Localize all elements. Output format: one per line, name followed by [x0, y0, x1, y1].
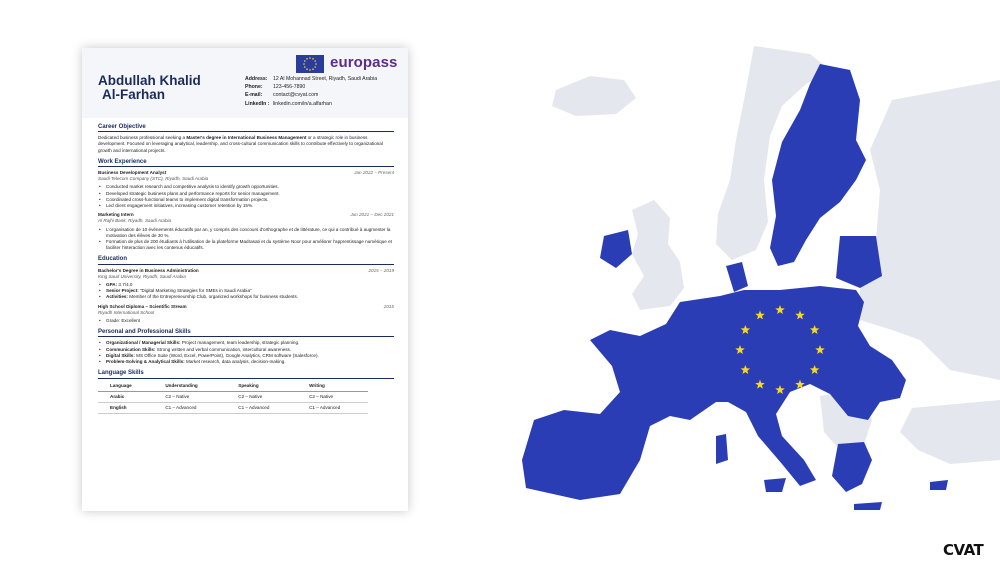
item-value: Member of the Entrepreneurship Club, organized workshops for business students. — [127, 294, 299, 300]
item-key: Senior Project: — [106, 288, 139, 294]
list-item: • L'organisation de 10 événements éducatifs par an, y compris des concours d'orthographe et de littérature, ce qui a contribué à augmenter la motivation des élèves de 30 %. — [98, 227, 394, 239]
denmark-shape — [726, 262, 748, 292]
job-company: Al Rajhi Bank, Riyadh, Saudi Arabia — [98, 218, 172, 224]
table-row — [98, 391, 368, 402]
table-header-row — [98, 382, 368, 392]
list-item — [98, 294, 394, 300]
degree-title: Bachelor's Degree in Business Administration — [98, 267, 199, 273]
contact-label: LinkedIn : — [245, 100, 270, 107]
contact-row — [245, 83, 377, 91]
list-item: • Coordinated cross-functional teams to implement digital transformation projects. — [98, 197, 394, 203]
ireland-shape — [600, 230, 632, 268]
skill-key: Problem-Solving & Analytical Skills: — [106, 359, 185, 365]
turkey-shape — [900, 400, 1000, 464]
job-entry — [98, 170, 394, 209]
list-item: • Developed strategic business plans and performance reports for senior management. — [98, 191, 394, 197]
cyprus-shape — [930, 480, 948, 490]
section-title-skills: Personal and Professional Skills — [98, 329, 394, 337]
eu-flag-icon — [296, 55, 324, 73]
table-cell: C2 – Native — [297, 391, 368, 402]
section-title-education: Education — [98, 256, 394, 264]
education-entry — [98, 304, 394, 325]
section-title-work: Work Experience — [98, 159, 394, 167]
education-entry — [98, 268, 394, 301]
sardinia-shape — [716, 434, 728, 464]
skill-key: Digital Skills: — [106, 352, 135, 358]
job-date: Jun 2021 – Dec 2021 — [350, 212, 394, 218]
objective-text-part: Dedicated business professional seeking a — [98, 135, 187, 141]
item-value: Grade: Excellent — [106, 318, 140, 324]
cv-header — [82, 48, 408, 118]
table-cell: C1 – Advanced — [297, 402, 368, 413]
list-item — [98, 318, 394, 324]
skill-key: Communication Skills: — [106, 346, 156, 352]
job-bullets — [98, 184, 394, 209]
contact-label: E-mail: — [245, 92, 263, 99]
contact-value: linkedin.com/in/a.alfarhan — [273, 100, 332, 107]
skill-value: Strong written and verbal communication, intercultural awareness. — [155, 346, 292, 352]
europass-logo: europass — [330, 54, 398, 71]
objective-text-bold: Master's degree in International Business Management — [186, 135, 307, 141]
eu-map-illustration — [520, 40, 1000, 520]
cvat-logo: CVAT — [943, 541, 984, 559]
list-item: • Conducted market research and competitive analysis to identify growth opportunities. — [98, 184, 394, 190]
skill-value: Project management, team leadership, strategic planning. — [180, 340, 300, 346]
crete-shape — [854, 502, 882, 510]
contact-value: contact@cvyat.com — [273, 92, 319, 99]
item-value: 3.7/4.0 — [117, 282, 133, 288]
degree-date: 2015 — [383, 303, 394, 309]
column-header: Writing — [297, 382, 368, 392]
job-title: Business Development Analyst — [98, 170, 167, 176]
contact-value: 12 Al Mohannad Street, Riyadh, Saudi Arabia — [273, 76, 378, 82]
table-cell: English — [98, 402, 153, 413]
skill-value: MS Office Suite (Word, Excel, PowerPoint), Google Analytics, CRM software (Salesforce). — [134, 352, 319, 358]
education-bullets — [98, 282, 394, 301]
contact-row — [245, 91, 377, 99]
table-cell: C2 – Native — [226, 391, 297, 402]
objective-text — [98, 135, 394, 154]
europass-cv — [82, 48, 408, 511]
uk-shape — [632, 200, 684, 310]
table-cell: C1 – Advanced — [153, 402, 226, 413]
section-title-objective: Career Objective — [98, 124, 394, 132]
school-name: King Saud University, Riyadh, Saudi Arabia — [98, 273, 186, 279]
column-header: Language — [98, 382, 153, 392]
item-key: Activities: — [106, 294, 128, 300]
language-table — [98, 382, 368, 415]
list-item — [98, 359, 394, 365]
name-line-1: Abdullah Khalid — [98, 73, 201, 88]
skill-key: Organizational / Managerial Skills: — [106, 340, 181, 346]
job-title: Marketing Intern — [98, 212, 134, 218]
job-bullets — [98, 227, 394, 252]
column-header: Speaking — [226, 382, 297, 392]
east-europe-shape — [860, 80, 1000, 380]
skill-value: Market research, data analysis, decision-making. — [184, 359, 286, 365]
candidate-name — [98, 74, 201, 102]
skills-list — [98, 340, 394, 365]
job-company: Saudi Telecom Company (STC), Riyadh, Saudi Arabia — [98, 176, 209, 182]
objective-text-part: or a strategic role in business development. Focused on leveraging analytical, leadership, and cross-cultural communication skills to contribute effectively to organizational growth and international projects. — [98, 135, 383, 153]
degree-date: 2015 – 2019 — [368, 267, 394, 273]
job-entry — [98, 212, 394, 251]
education-bullets — [98, 318, 394, 324]
table-cell: C1 – Advanced — [226, 402, 297, 413]
contact-label: Phone: — [245, 84, 263, 91]
contact-value: 123-456-7890 — [273, 84, 306, 91]
sicily-shape — [764, 478, 786, 492]
greece-shape — [832, 442, 872, 492]
item-value: “Digital Marketing Strategies for SMEs in Saudi Arabia” — [138, 288, 252, 294]
name-line-2: Al-Farhan — [102, 87, 166, 102]
contact-block — [245, 75, 377, 108]
item-key: GPA: — [106, 282, 118, 288]
section-title-languages: Language Skills — [98, 370, 394, 378]
job-date: Jan 2022 – Present — [354, 170, 394, 176]
contact-row — [245, 100, 377, 108]
contact-row — [245, 75, 377, 83]
school-name: Riyadh International School — [98, 309, 155, 315]
degree-title: High School Diploma – Scientific Stream — [98, 303, 187, 309]
contact-label: Address: — [245, 76, 268, 82]
list-item: • Led client engagement initiatives, increasing customer retention by 15%. — [98, 203, 394, 209]
table-cell: C2 – Native — [153, 391, 226, 402]
list-item: • Formation de plus de 200 étudiants à l'utilisation de la plateforme Madrasati et du système Noor pour améliorer l'apprentissage numérique et faciliter l'interaction avec les contenus éducatifs. — [98, 239, 394, 251]
table-row — [98, 402, 368, 413]
table-cell: Arabic — [98, 391, 153, 402]
column-header: Understanding — [153, 382, 226, 392]
cv-body — [98, 124, 394, 414]
iceland-shape — [552, 76, 636, 116]
